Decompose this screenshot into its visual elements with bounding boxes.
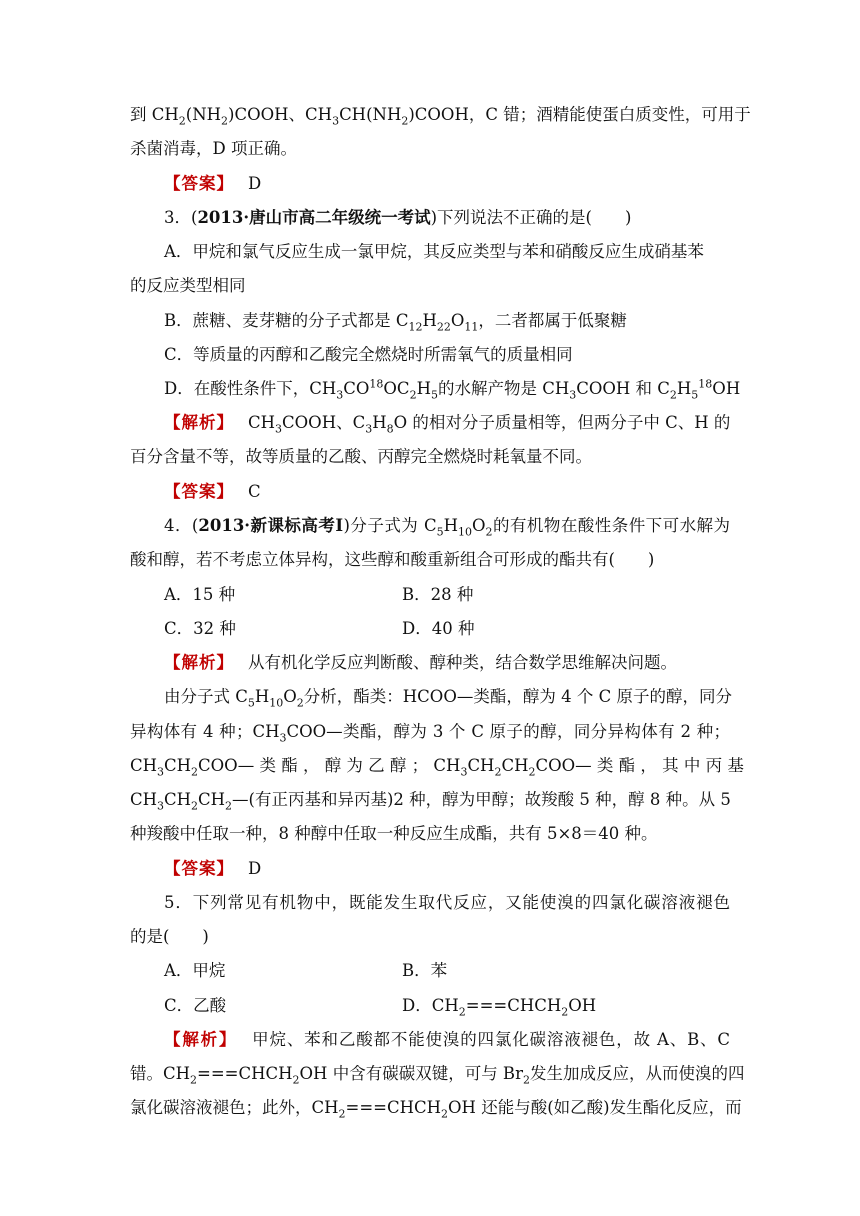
option-row xyxy=(164,617,730,641)
analysis-line: 由分子式 $C_5H_{10}O_2$分析，酯类：HCOO—类酯，醇为 4 个 C 原子的醇，同分 xyxy=(164,687,732,710)
question-source: 2013·唐山市高二年级统一考试 xyxy=(197,208,431,227)
option-row xyxy=(164,583,730,607)
question-4-cont: 酸和醇，若不考虑立体异构，这些醇和酸重新组合可形成的酯共有( ) xyxy=(130,550,655,569)
answer-value: D xyxy=(248,174,262,193)
question-5: 5．下列常见有机物中，既能发生取代反应，又能使溴的四氯化碳溶液褪色 xyxy=(164,893,730,912)
question-5-cont: 的是( ) xyxy=(130,927,209,946)
option-b: B．28 种 xyxy=(402,585,474,604)
option-c: C．乙酸 xyxy=(164,996,227,1015)
analysis-line: 【解析】 从有机化学反应判断酸、醇种类，结合数学思维解决问题。 xyxy=(164,653,677,672)
option-a-cont: 的反应类型相同 xyxy=(130,276,246,295)
option-d: D．在酸性条件下，$CH_3CO^{18}OC_2H_5$的水解产物是 $CH_3COOH$ 和 $C_2H_5^{18}OH$ xyxy=(164,377,741,402)
text-line: 杀菌消毒，D 项正确。 xyxy=(130,139,297,158)
text-line: 到 $CH_2(NH_2)COOH$、$CH_3CH(NH_2)COOH$，C 错；酒精能使蛋白质变性，可用于 xyxy=(130,105,751,128)
option-a: A．甲烷 xyxy=(164,961,226,980)
option-c: C．等质量的丙醇和乙酸完全燃烧时所需氧气的质量相同 xyxy=(164,345,573,364)
answer-label: 【答案】 xyxy=(164,482,234,501)
option-row xyxy=(164,994,730,1018)
analysis-line: 【解析】 甲烷、苯和乙酸都不能使溴的四氯化碳溶液褪色，故 A、B、C xyxy=(164,1030,730,1049)
analysis-line: 错。$CH_2===CHCH_2OH$ 中含有碳碳双键，可与 $Br_2$发生加成反应，从而使溴的四 xyxy=(130,1064,745,1087)
question-4: 4．(2013·新课标高考Ⅰ)分子式为 $C_5H_{10}O_2$的有机物在酸性条件下可水解为 xyxy=(164,516,731,539)
analysis-line: 异构体有 4 种；$CH_3COO—$类酯，醇为 3 个 C 原子的醇，同分异构体有 2 种； xyxy=(130,722,730,745)
answer-line xyxy=(164,480,730,504)
option-d: D．$CH_2===CHCH_2OH$ xyxy=(402,996,597,1019)
question-source: 2013·新课标高考Ⅰ xyxy=(198,516,344,535)
answer-line xyxy=(164,857,730,881)
answer-label: 【答案】 xyxy=(164,859,234,878)
question-3: 3．(2013·唐山市高二年级统一考试)下列说法不正确的是( ) xyxy=(164,208,632,227)
option-b: B．蔗糖、麦芽糖的分子式都是 $C_{12}H_{22}O_{11}$，二者都属于低聚糖 xyxy=(164,311,627,334)
analysis-line: $CH_3CH_2CH_2—$(有正丙基和异丙基)2 种，醇为甲醇；故羧酸 5 种，醇 8 种。从 5 xyxy=(130,790,731,813)
option-b: B．苯 xyxy=(402,961,448,980)
option-a: A．15 种 xyxy=(164,585,236,604)
analysis-line: 百分含量不等，故等质量的乙酸、丙醇完全燃烧时耗氧量不同。 xyxy=(130,447,592,466)
analysis-line: 氯化碳溶液褪色；此外，$CH_2===CHCH_2OH$ 还能与酸(如乙酸)发生酯化反应，而 xyxy=(130,1098,742,1121)
analysis-label: 【解析】 xyxy=(164,653,234,672)
analysis-label: 【解析】 xyxy=(164,1030,238,1049)
analysis-label: 【解析】 xyxy=(164,413,234,432)
analysis-line: $CH_3CH_2COO—$ 类 酯 ， 醇 为 乙 醇 ； $CH_3CH_2CH_2COO—$ 类 酯 ， 其 中 丙 基 xyxy=(130,756,744,779)
option-row xyxy=(164,959,730,983)
answer-value: D xyxy=(248,859,262,878)
answer-value: C xyxy=(248,482,261,501)
option-d: D．40 种 xyxy=(402,619,475,638)
analysis-line: 【解析】 $CH_3COOH$、$C_3H_8O$ 的相对分子质量相等，但两分子中 C、H 的 xyxy=(164,413,731,436)
option-c: C．32 种 xyxy=(164,619,236,638)
analysis-line: 种羧酸中任取一种，8 种醇中任取一种反应生成酯，共有 5×8＝40 种。 xyxy=(130,824,658,843)
answer-label: 【答案】 xyxy=(164,174,234,193)
answer-line xyxy=(164,172,730,196)
option-a: A．甲烷和氯气反应生成一氯甲烷，其反应类型与苯和硝酸反应生成硝基苯 xyxy=(164,242,704,261)
